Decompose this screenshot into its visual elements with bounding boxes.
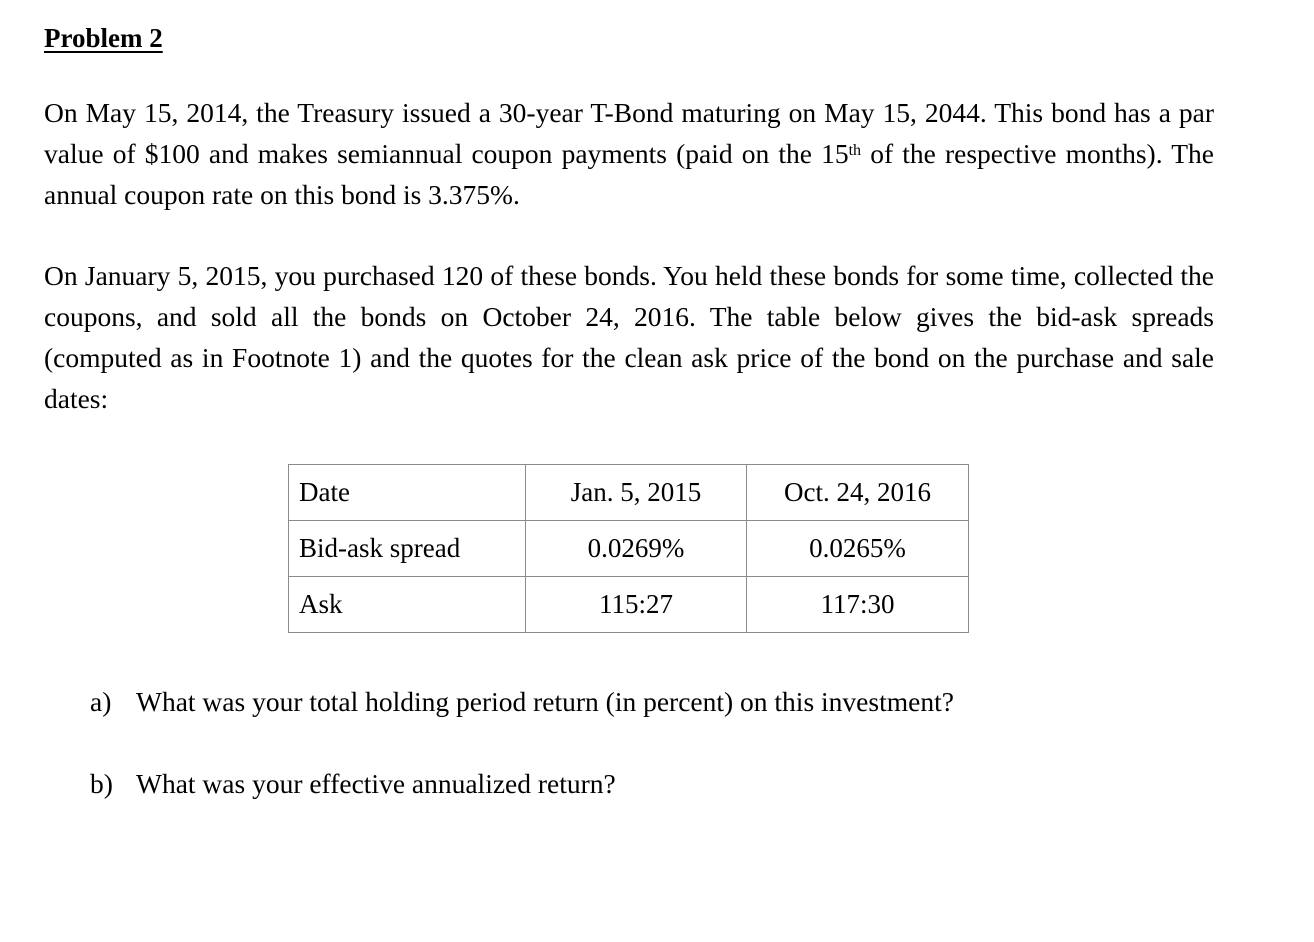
table-row-date [289, 465, 969, 521]
question-label: a) [90, 686, 112, 717]
question-b [90, 766, 616, 802]
row-label: Bid-ask spread [289, 521, 526, 577]
purchase-description-paragraph: On January 5, 2015, you purchased 120 of these bonds. You held these bonds for some time, collected the coupons, and sold all the bonds on October 24, 2016. The table below gives the bid-ask spreads (computed as in Footnote 1) and the quotes for the clean ask price of the bond on the purchase and sale dates: [44, 260, 1214, 414]
question-text: What was your effective annualized return? [136, 768, 616, 799]
row-label: Date [289, 465, 526, 521]
purchase-spread-cell: 0.0269% [526, 521, 747, 577]
paragraph1-text-start: On May 15, 2014, the Treasury issued a 30-year T-Bond maturing on May 15, 2044. This bond has a par value of $100 and makes semiannual coupon payments (paid on the 15 [44, 97, 1214, 169]
problem-title: Problem 2 [44, 23, 163, 53]
sale-ask-cell: 117:30 [747, 577, 969, 633]
purchase-date-cell: Jan. 5, 2015 [526, 465, 747, 521]
sale-spread-cell: 0.0265% [747, 521, 969, 577]
question-label: b) [90, 768, 113, 799]
question-a [90, 684, 954, 720]
ordinal-suffix: th [848, 142, 862, 159]
table-row-ask [289, 577, 969, 633]
paragraph1-text-end: of the respective months). The annual coupon rate on this bond is 3.375%. [44, 138, 1214, 210]
bond-quotes-table [288, 464, 969, 633]
purchase-ask-cell: 115:27 [526, 577, 747, 633]
sale-date-cell: Oct. 24, 2016 [747, 465, 969, 521]
question-text: What was your total holding period return (in percent) on this investment? [136, 686, 954, 717]
row-label: Ask [289, 577, 526, 633]
bond-description-paragraph [44, 92, 1214, 215]
table-row-bid-ask-spread [289, 521, 969, 577]
